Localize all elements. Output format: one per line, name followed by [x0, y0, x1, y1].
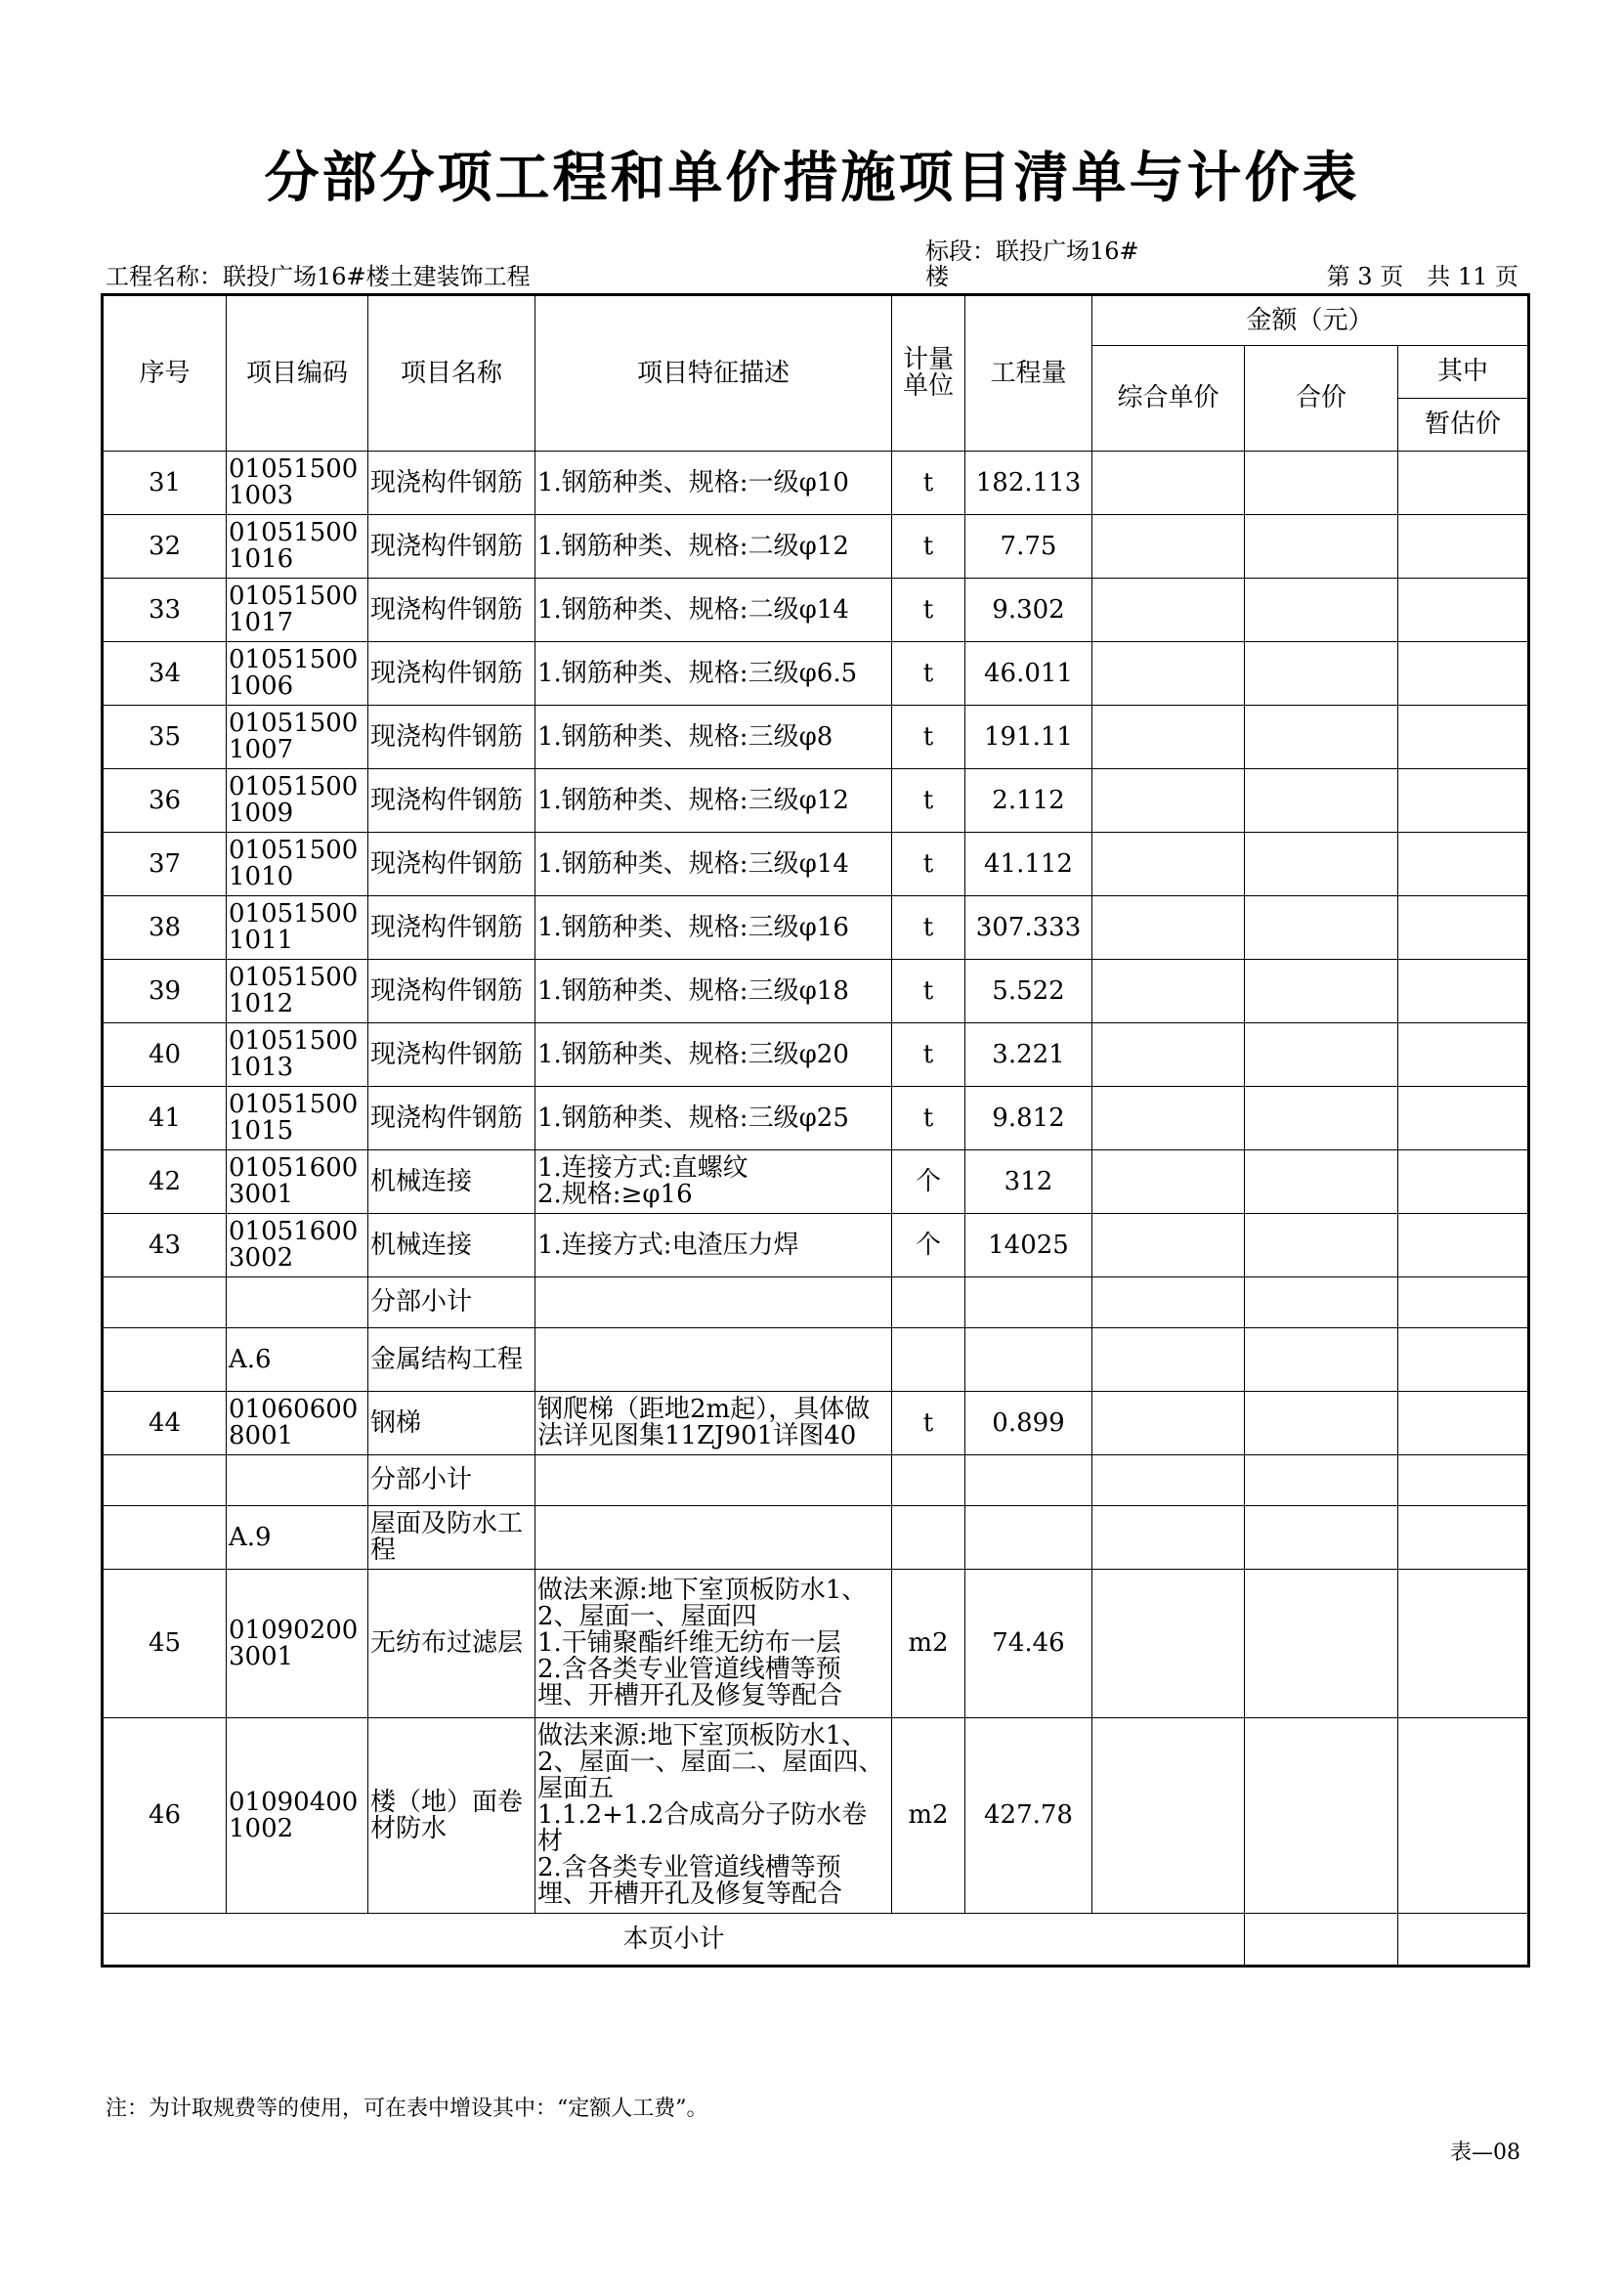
row-provisional — [1398, 515, 1529, 579]
row-code: 010515001013 — [227, 1023, 368, 1087]
footnote: 注：为计取规费等的使用，可在表中增设其中：“定额人工费”。 — [106, 2097, 708, 2121]
row-unit: t — [892, 1087, 965, 1150]
row-provisional — [1398, 1328, 1529, 1392]
row-qty — [965, 1506, 1092, 1570]
row-provisional — [1398, 1570, 1529, 1718]
row-code — [227, 1455, 368, 1506]
row-total — [1245, 1506, 1398, 1570]
row-total — [1245, 1087, 1398, 1150]
row-provisional — [1398, 1718, 1529, 1914]
row-seq: 43 — [103, 1214, 227, 1277]
row-code: 010606008001 — [227, 1392, 368, 1455]
row-seq: 37 — [103, 833, 227, 896]
row-code: 010515001009 — [227, 769, 368, 833]
row-unit-price — [1092, 642, 1245, 706]
row-unit: 个 — [892, 1150, 965, 1214]
row-desc — [535, 1506, 892, 1570]
row-name: 分部小计 — [368, 1455, 535, 1506]
row-qty: 7.75 — [965, 515, 1092, 579]
row-qty — [965, 1277, 1092, 1328]
row-code: A.9 — [227, 1506, 368, 1570]
table-row — [103, 1328, 1529, 1392]
row-code: 010515001003 — [227, 452, 368, 515]
row-code: 010904001002 — [227, 1718, 368, 1914]
header-code: 项目编码 — [227, 295, 368, 452]
row-total — [1245, 1328, 1398, 1392]
header-unit: 计量单位 — [892, 295, 965, 452]
row-code: 010515001007 — [227, 706, 368, 769]
row-provisional — [1398, 1506, 1529, 1570]
row-desc: 1.钢筋种类、规格:三级φ16 — [535, 896, 892, 960]
row-seq: 32 — [103, 515, 227, 579]
row-unit-price — [1092, 1455, 1245, 1506]
row-qty: 9.812 — [965, 1087, 1092, 1150]
table-row — [103, 833, 1529, 896]
row-unit-price — [1092, 1214, 1245, 1277]
row-desc: 1.连接方式:直螺纹 2.规格:≥φ16 — [535, 1150, 892, 1214]
header-qty: 工程量 — [965, 295, 1092, 452]
row-unit-price — [1092, 960, 1245, 1023]
row-total — [1245, 769, 1398, 833]
row-unit-price — [1092, 1718, 1245, 1914]
row-code — [227, 1277, 368, 1328]
row-total — [1245, 1570, 1398, 1718]
page-subtotal-total — [1245, 1914, 1398, 1967]
row-name: 现浇构件钢筋 — [368, 579, 535, 642]
bill-table — [101, 293, 1530, 1968]
header-total: 合价 — [1245, 346, 1398, 452]
row-unit-price — [1092, 1570, 1245, 1718]
header-desc: 项目特征描述 — [535, 295, 892, 452]
row-desc: 1.钢筋种类、规格:三级φ18 — [535, 960, 892, 1023]
row-name: 现浇构件钢筋 — [368, 833, 535, 896]
row-unit: t — [892, 452, 965, 515]
table-row — [103, 1392, 1529, 1455]
table-body — [103, 452, 1529, 1914]
row-name: 机械连接 — [368, 1214, 535, 1277]
table-row — [103, 642, 1529, 706]
row-total — [1245, 1277, 1398, 1328]
row-desc — [535, 1455, 892, 1506]
row-unit — [892, 1506, 965, 1570]
table-row — [103, 1718, 1529, 1914]
row-name: 机械连接 — [368, 1150, 535, 1214]
row-code: 010515001012 — [227, 960, 368, 1023]
row-desc: 做法来源:地下室顶板防水1、2、屋面一、屋面二、屋面四、屋面五 1.1.2+1.2合成高分子防水卷材 2.含各类专业管道线槽等预埋、开槽开孔及修复等配合 — [535, 1718, 892, 1914]
row-seq — [103, 1506, 227, 1570]
row-desc: 1.钢筋种类、规格:三级φ6.5 — [535, 642, 892, 706]
row-unit-price — [1092, 896, 1245, 960]
table-row — [103, 1023, 1529, 1087]
row-unit: m2 — [892, 1570, 965, 1718]
row-name: 金属结构工程 — [368, 1328, 535, 1392]
header-seq: 序号 — [103, 295, 227, 452]
row-unit: t — [892, 960, 965, 1023]
row-total — [1245, 960, 1398, 1023]
row-total — [1245, 642, 1398, 706]
row-name: 现浇构件钢筋 — [368, 515, 535, 579]
page-subtotal-label: 本页小计 — [103, 1914, 1245, 1967]
row-name: 无纺布过滤层 — [368, 1570, 535, 1718]
row-unit-price — [1092, 1392, 1245, 1455]
row-qty: 5.522 — [965, 960, 1092, 1023]
row-qty: 2.112 — [965, 769, 1092, 833]
row-seq: 46 — [103, 1718, 227, 1914]
row-unit — [892, 1455, 965, 1506]
row-code: 010515001016 — [227, 515, 368, 579]
row-code: 010516003002 — [227, 1214, 368, 1277]
row-unit-price — [1092, 706, 1245, 769]
row-seq: 38 — [103, 896, 227, 960]
row-seq: 34 — [103, 642, 227, 706]
row-qty: 191.11 — [965, 706, 1092, 769]
row-qty: 41.112 — [965, 833, 1092, 896]
row-unit: 个 — [892, 1214, 965, 1277]
row-provisional — [1398, 1087, 1529, 1150]
row-seq — [103, 1455, 227, 1506]
row-seq: 36 — [103, 769, 227, 833]
row-unit-price — [1092, 1328, 1245, 1392]
row-name: 现浇构件钢筋 — [368, 706, 535, 769]
header-of-which: 其中 — [1398, 346, 1529, 399]
table-row — [103, 1214, 1529, 1277]
row-unit-price — [1092, 833, 1245, 896]
row-unit-price — [1092, 1277, 1245, 1328]
row-total — [1245, 1150, 1398, 1214]
row-provisional — [1398, 769, 1529, 833]
header-unit-price: 综合单价 — [1092, 346, 1245, 452]
row-unit: t — [892, 579, 965, 642]
row-provisional — [1398, 1150, 1529, 1214]
row-desc: 1.钢筋种类、规格:三级φ8 — [535, 706, 892, 769]
row-unit: t — [892, 642, 965, 706]
row-seq: 33 — [103, 579, 227, 642]
row-seq: 42 — [103, 1150, 227, 1214]
row-unit: t — [892, 769, 965, 833]
row-name: 现浇构件钢筋 — [368, 1087, 535, 1150]
row-seq: 40 — [103, 1023, 227, 1087]
form-number: 表—08 — [1450, 2141, 1520, 2165]
row-total — [1245, 1455, 1398, 1506]
table-row — [103, 1087, 1529, 1150]
row-name: 分部小计 — [368, 1277, 535, 1328]
row-unit — [892, 1328, 965, 1392]
page-title: 分部分项工程和单价措施项目清单与计价表 — [264, 146, 1360, 210]
row-code: 010515001015 — [227, 1087, 368, 1150]
row-qty: 14025 — [965, 1214, 1092, 1277]
row-name: 屋面及防水工程 — [368, 1506, 535, 1570]
row-qty: 312 — [965, 1150, 1092, 1214]
row-seq: 44 — [103, 1392, 227, 1455]
row-name: 楼（地）面卷材防水 — [368, 1718, 535, 1914]
table-row — [103, 452, 1529, 515]
table-row — [103, 706, 1529, 769]
row-unit-price — [1092, 579, 1245, 642]
row-seq: 41 — [103, 1087, 227, 1150]
row-name: 现浇构件钢筋 — [368, 452, 535, 515]
row-unit — [892, 1277, 965, 1328]
row-provisional — [1398, 896, 1529, 960]
table-row — [103, 1277, 1529, 1328]
table-header — [103, 295, 1529, 452]
row-desc: 1.钢筋种类、规格:一级φ10 — [535, 452, 892, 515]
row-desc: 1.钢筋种类、规格:二级φ12 — [535, 515, 892, 579]
row-provisional — [1398, 833, 1529, 896]
row-desc: 1.钢筋种类、规格:三级φ12 — [535, 769, 892, 833]
row-desc: 1.连接方式:电渣压力焊 — [535, 1214, 892, 1277]
row-unit: t — [892, 1023, 965, 1087]
row-seq — [103, 1328, 227, 1392]
row-unit: m2 — [892, 1718, 965, 1914]
section-label-line1: 标段：联投广场16# — [925, 238, 1139, 265]
row-total — [1245, 452, 1398, 515]
row-provisional — [1398, 1277, 1529, 1328]
row-qty: 9.302 — [965, 579, 1092, 642]
row-unit: t — [892, 515, 965, 579]
row-unit-price — [1092, 769, 1245, 833]
row-seq: 31 — [103, 452, 227, 515]
page-info: 第 3 页 共 11 页 — [1326, 263, 1518, 290]
table-row — [103, 1506, 1529, 1570]
row-unit-price — [1092, 1023, 1245, 1087]
row-total — [1245, 1718, 1398, 1914]
row-unit-price — [1092, 1150, 1245, 1214]
table-row — [103, 515, 1529, 579]
row-total — [1245, 1023, 1398, 1087]
row-qty — [965, 1328, 1092, 1392]
row-name: 钢梯 — [368, 1392, 535, 1455]
row-seq — [103, 1277, 227, 1328]
row-total — [1245, 833, 1398, 896]
row-total — [1245, 1214, 1398, 1277]
table-row — [103, 1455, 1529, 1506]
row-provisional — [1398, 1023, 1529, 1087]
row-qty: 74.46 — [965, 1570, 1092, 1718]
row-unit: t — [892, 896, 965, 960]
row-desc — [535, 1277, 892, 1328]
row-desc — [535, 1328, 892, 1392]
row-seq: 35 — [103, 706, 227, 769]
row-qty: 427.78 — [965, 1718, 1092, 1914]
table-row — [103, 896, 1529, 960]
row-provisional — [1398, 579, 1529, 642]
row-code: 010516003001 — [227, 1150, 368, 1214]
row-qty: 3.221 — [965, 1023, 1092, 1087]
row-unit-price — [1092, 452, 1245, 515]
row-provisional — [1398, 1455, 1529, 1506]
row-unit: t — [892, 1392, 965, 1455]
row-total — [1245, 579, 1398, 642]
header-provisional: 暂估价 — [1398, 399, 1529, 452]
row-desc: 钢爬梯（距地2m起），具体做法详见图集11ZJ901详图40 — [535, 1392, 892, 1455]
row-qty: 307.333 — [965, 896, 1092, 960]
row-code: 010515001011 — [227, 896, 368, 960]
row-qty — [965, 1455, 1092, 1506]
row-code: 010515001006 — [227, 642, 368, 706]
row-unit-price — [1092, 1506, 1245, 1570]
row-provisional — [1398, 960, 1529, 1023]
row-total — [1245, 515, 1398, 579]
row-name: 现浇构件钢筋 — [368, 642, 535, 706]
row-desc: 1.钢筋种类、规格:三级φ25 — [535, 1087, 892, 1150]
row-unit: t — [892, 706, 965, 769]
table-row — [103, 579, 1529, 642]
row-unit-price — [1092, 1087, 1245, 1150]
table-row — [103, 1570, 1529, 1718]
row-code: 010902003001 — [227, 1570, 368, 1718]
row-provisional — [1398, 1392, 1529, 1455]
row-desc: 做法来源:地下室顶板防水1、2、屋面一、屋面四 1.干铺聚酯纤维无纺布一层 2.含各类专业管道线槽等预埋、开槽开孔及修复等配合 — [535, 1570, 892, 1718]
row-qty: 46.011 — [965, 642, 1092, 706]
row-total — [1245, 1392, 1398, 1455]
section-label-line2: 楼 — [925, 263, 949, 290]
row-seq: 39 — [103, 960, 227, 1023]
row-code: 010515001010 — [227, 833, 368, 896]
row-total — [1245, 706, 1398, 769]
row-unit: t — [892, 833, 965, 896]
row-code: 010515001017 — [227, 579, 368, 642]
row-qty: 0.899 — [965, 1392, 1092, 1455]
table-row — [103, 769, 1529, 833]
table-row — [103, 1150, 1529, 1214]
row-name: 现浇构件钢筋 — [368, 960, 535, 1023]
row-provisional — [1398, 452, 1529, 515]
page-subtotal-provisional — [1398, 1914, 1529, 1967]
header-amount: 金额（元） — [1092, 295, 1529, 346]
header-name: 项目名称 — [368, 295, 535, 452]
row-desc: 1.钢筋种类、规格:二级φ14 — [535, 579, 892, 642]
table-footer — [103, 1914, 1529, 1967]
row-total — [1245, 896, 1398, 960]
row-code: A.6 — [227, 1328, 368, 1392]
row-name: 现浇构件钢筋 — [368, 1023, 535, 1087]
row-provisional — [1398, 1214, 1529, 1277]
table-row — [103, 960, 1529, 1023]
row-seq: 45 — [103, 1570, 227, 1718]
row-qty: 182.113 — [965, 452, 1092, 515]
row-unit-price — [1092, 515, 1245, 579]
project-name: 工程名称：联投广场16#楼土建装饰工程 — [106, 263, 531, 290]
row-name: 现浇构件钢筋 — [368, 769, 535, 833]
row-desc: 1.钢筋种类、规格:三级φ14 — [535, 833, 892, 896]
row-provisional — [1398, 706, 1529, 769]
row-provisional — [1398, 642, 1529, 706]
row-name: 现浇构件钢筋 — [368, 896, 535, 960]
row-desc: 1.钢筋种类、规格:三级φ20 — [535, 1023, 892, 1087]
